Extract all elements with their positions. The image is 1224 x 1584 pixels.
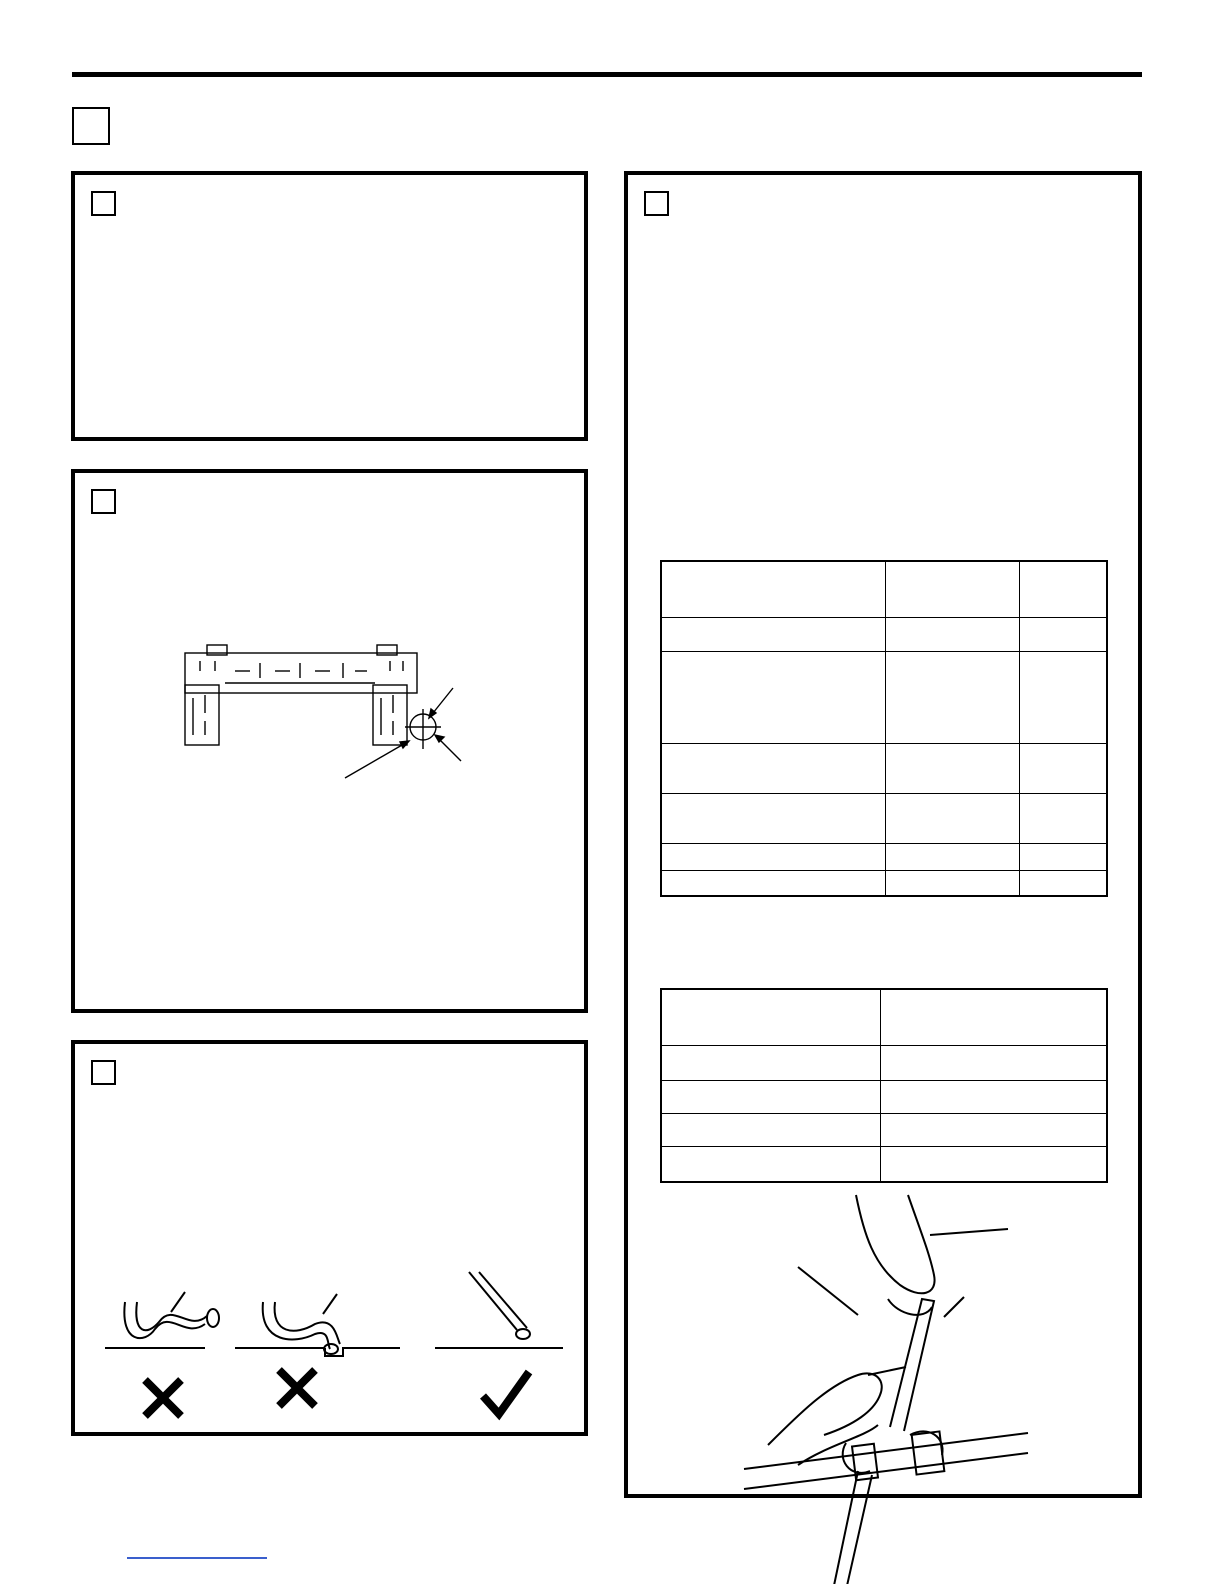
header-rule	[72, 72, 1142, 77]
cross-mark-icon	[141, 1376, 185, 1420]
panel-top-left	[71, 171, 588, 441]
panel-bottom-left	[71, 1040, 588, 1436]
footer-link-underline[interactable]	[127, 1557, 267, 1559]
panel-top-left-step-box	[91, 191, 116, 216]
section-step-box	[72, 107, 110, 145]
cross-mark-icon	[275, 1366, 319, 1410]
mounting-plate-illustration	[75, 473, 592, 1017]
panel-middle-left	[71, 469, 588, 1013]
wrench-illustration	[628, 175, 1146, 1502]
panel-right	[624, 171, 1142, 1498]
check-mark-icon	[479, 1366, 533, 1420]
